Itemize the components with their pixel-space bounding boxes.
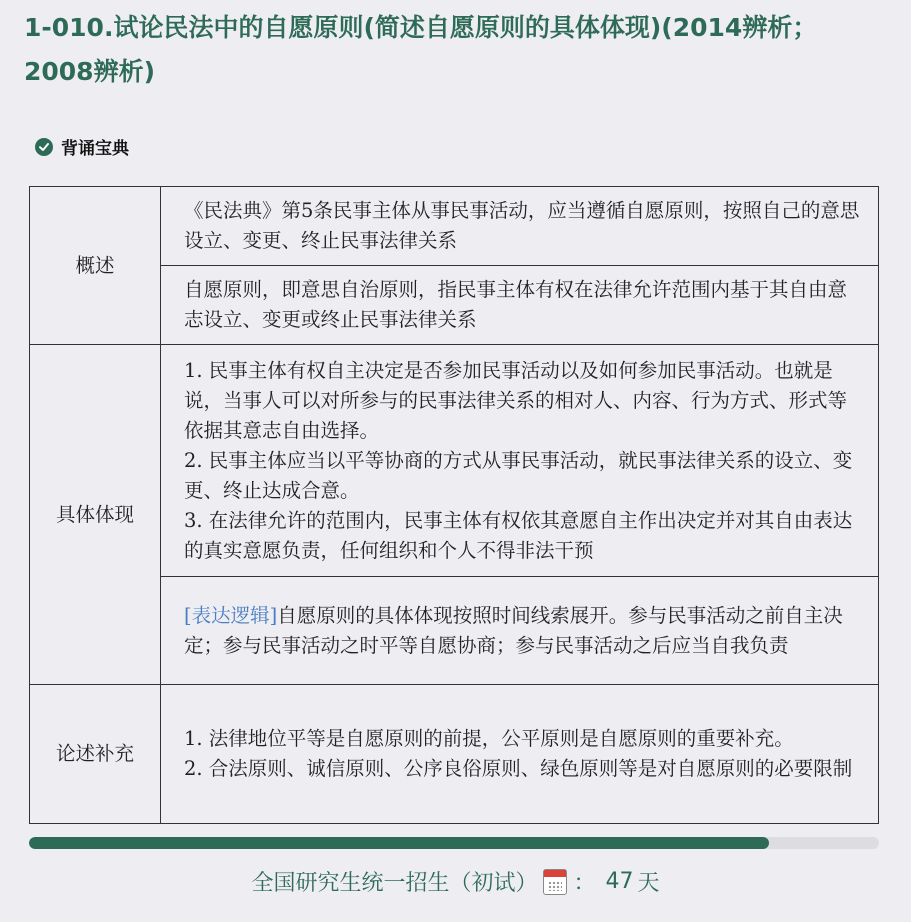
knowledge-table: [29, 186, 879, 824]
table-cell: 《民法典》第5条民事主体从事民事活动，应当遵循自愿原则，按照自己的意思设立、变更、终止民事法律关系: [161, 187, 879, 266]
countdown-unit: 天: [637, 871, 660, 896]
logic-text: 自愿原则的具体体现按照时间线索展开。参与民事活动之前自主决定；参与民事活动之时平等自愿协商；参与民事活动之后应当自我负责: [184, 603, 843, 657]
list-item: 2. 合法原则、诚信原则、公序良俗原则、绿色原则等是对自愿原则的必要限制: [184, 757, 853, 780]
row-label-manifestation: 具体体现: [30, 345, 161, 685]
exam-countdown: [0, 866, 911, 897]
table-cell: 自愿原则，即意思自治原则，指民事主体有权在法律允许范围内基于其自由意志设立、变更或终止民事法律关系: [161, 266, 879, 345]
check-circle-icon: [35, 138, 53, 156]
logic-tag: [表达逻辑]: [184, 603, 278, 627]
table-row: [30, 685, 879, 824]
table-row: [30, 187, 879, 266]
table-cell: [161, 345, 879, 577]
list-item: 1. 民事主体有权自主决定是否参加民事活动以及如何参加民事活动。也就是说，当事人可以对所参与的民事法律关系的相对人、内容、行为方式、形式等依据其意志自由选择。: [184, 358, 848, 442]
list-item: 1. 法律地位平等是自愿原则的前提，公平原则是自愿原则的重要补充。: [184, 727, 794, 750]
row-label-overview: 概述: [30, 187, 161, 345]
countdown-label: 全国研究生统一招生（初试）: [251, 871, 538, 896]
page-title: 1-010.试论民法中的自愿原则(简述自愿原则的具体体现)(2014辨析；2008辨析): [24, 13, 818, 86]
countdown-progress-bar: [29, 837, 879, 849]
table-cell: [161, 685, 879, 824]
progress-fill: [29, 837, 769, 849]
section-header: [35, 134, 129, 159]
list-item: 2. 民事主体应当以平等协商的方式从事民事活动，就民事法律关系的设立、变更、终止达成合意。: [184, 448, 853, 502]
section-label: 背诵宝典: [61, 139, 129, 159]
list-item: 3. 在法律允许的范围内，民事主体有权依其意愿自主作出决定并对其自由表达的真实意愿负责，任何组织和个人不得非法干预: [184, 508, 853, 562]
calendar-icon: [543, 869, 567, 895]
countdown-separator: ：: [573, 871, 596, 896]
table-cell: [161, 577, 879, 685]
table-row: [30, 345, 879, 577]
row-label-supplement: 论述补充: [30, 685, 161, 824]
countdown-days: 47: [605, 869, 634, 894]
